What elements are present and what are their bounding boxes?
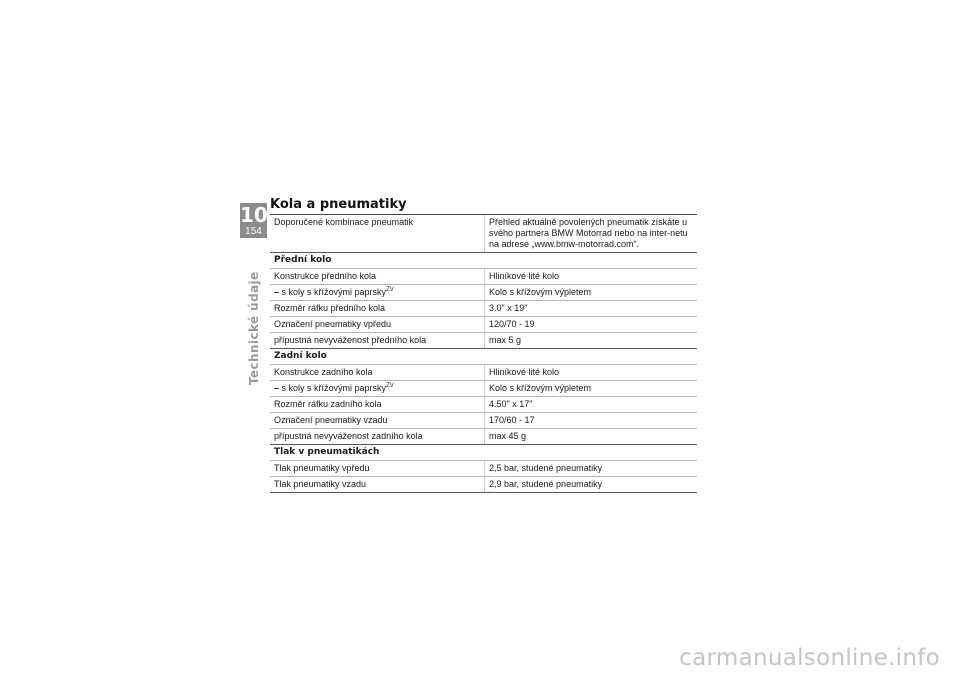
pressure-heading-row — [270, 445, 697, 461]
option-marker: ZV — [386, 383, 394, 389]
row-value: Kolo s křížovým výpletem — [489, 383, 592, 393]
watermark: carmanualsonline.info — [679, 645, 940, 671]
row-label: Tlak pneumatiky vpředu — [270, 461, 485, 476]
table-row — [270, 333, 697, 349]
table-row — [270, 477, 697, 493]
row-value: 3.0" x 19" — [489, 303, 528, 313]
dash-marker: – — [274, 383, 280, 393]
rear-heading-row — [270, 349, 697, 365]
pressure-heading: Tlak v pneumatikách — [274, 447, 380, 457]
table-row — [270, 413, 697, 429]
option-marker: ZV — [386, 287, 394, 293]
row-label: Označení pneumatiky vzadu — [270, 413, 485, 428]
table-row — [270, 301, 697, 317]
row-value: Hliníkové lité kolo — [489, 271, 560, 281]
row-value: 4.50" x 17" — [489, 399, 533, 409]
table-row — [270, 381, 697, 397]
table-row — [270, 429, 697, 445]
row-label: Konstrukce předního kola — [270, 269, 485, 284]
table-row — [270, 317, 697, 333]
table-row-intro — [270, 214, 697, 253]
table-row — [270, 269, 697, 285]
page-number: 154 — [245, 226, 262, 237]
row-label: přípustná nevyváženost zadního kola — [270, 429, 485, 444]
row-label-text: s koly s křížovými paprsky — [281, 287, 387, 297]
row-value: max 45 g — [489, 431, 527, 441]
section-title: Kola a pneumatiky — [270, 197, 407, 212]
chapter-badge — [240, 203, 267, 238]
row-value: 170/60 - 17 — [489, 415, 535, 425]
row-label: Označení pneumatiky vpředu — [270, 317, 485, 332]
table-row — [270, 397, 697, 413]
row-label: Tlak pneumatiky vzadu — [270, 477, 485, 492]
row-label — [270, 285, 485, 300]
front-heading: Přední kolo — [274, 255, 332, 265]
row-value: max 5 g — [489, 335, 522, 345]
row-label: přípustná nevyváženost předního kola — [270, 333, 485, 348]
dash-marker: – — [274, 287, 280, 297]
row-label — [270, 381, 485, 396]
row-value: 120/70 - 19 — [489, 319, 535, 329]
table-row — [270, 365, 697, 381]
spec-table — [270, 214, 697, 493]
rear-heading: Zadní kolo — [274, 351, 327, 361]
chapter-side-title: Technické údaje — [247, 271, 261, 385]
row-label: Rozměr ráfku zadního kola — [270, 397, 485, 412]
row-label-text: s koly s křížovými paprsky — [281, 383, 387, 393]
row-label: Konstrukce zadního kola — [270, 365, 485, 380]
row-value: 2,9 bar, studené pneumatiky — [489, 479, 603, 489]
table-row — [270, 285, 697, 301]
chapter-number: 10 — [240, 203, 268, 227]
front-heading-row — [270, 253, 697, 269]
intro-value: Přehled aktuálně povolených pneumatik získáte u svého partnera BMW Motorrad nebo na inter-netu na adrese „www.bmw-motorrad.com“. — [489, 217, 688, 249]
intro-label: Doporučené kombinace pneumatik — [270, 215, 485, 252]
row-label: Rozměr ráfku předního kola — [270, 301, 485, 316]
row-value: Hliníkové lité kolo — [489, 367, 560, 377]
row-value: Kolo s křížovým výpletem — [489, 287, 592, 297]
table-row — [270, 461, 697, 477]
row-value: 2,5 bar, studené pneumatiky — [489, 463, 603, 473]
